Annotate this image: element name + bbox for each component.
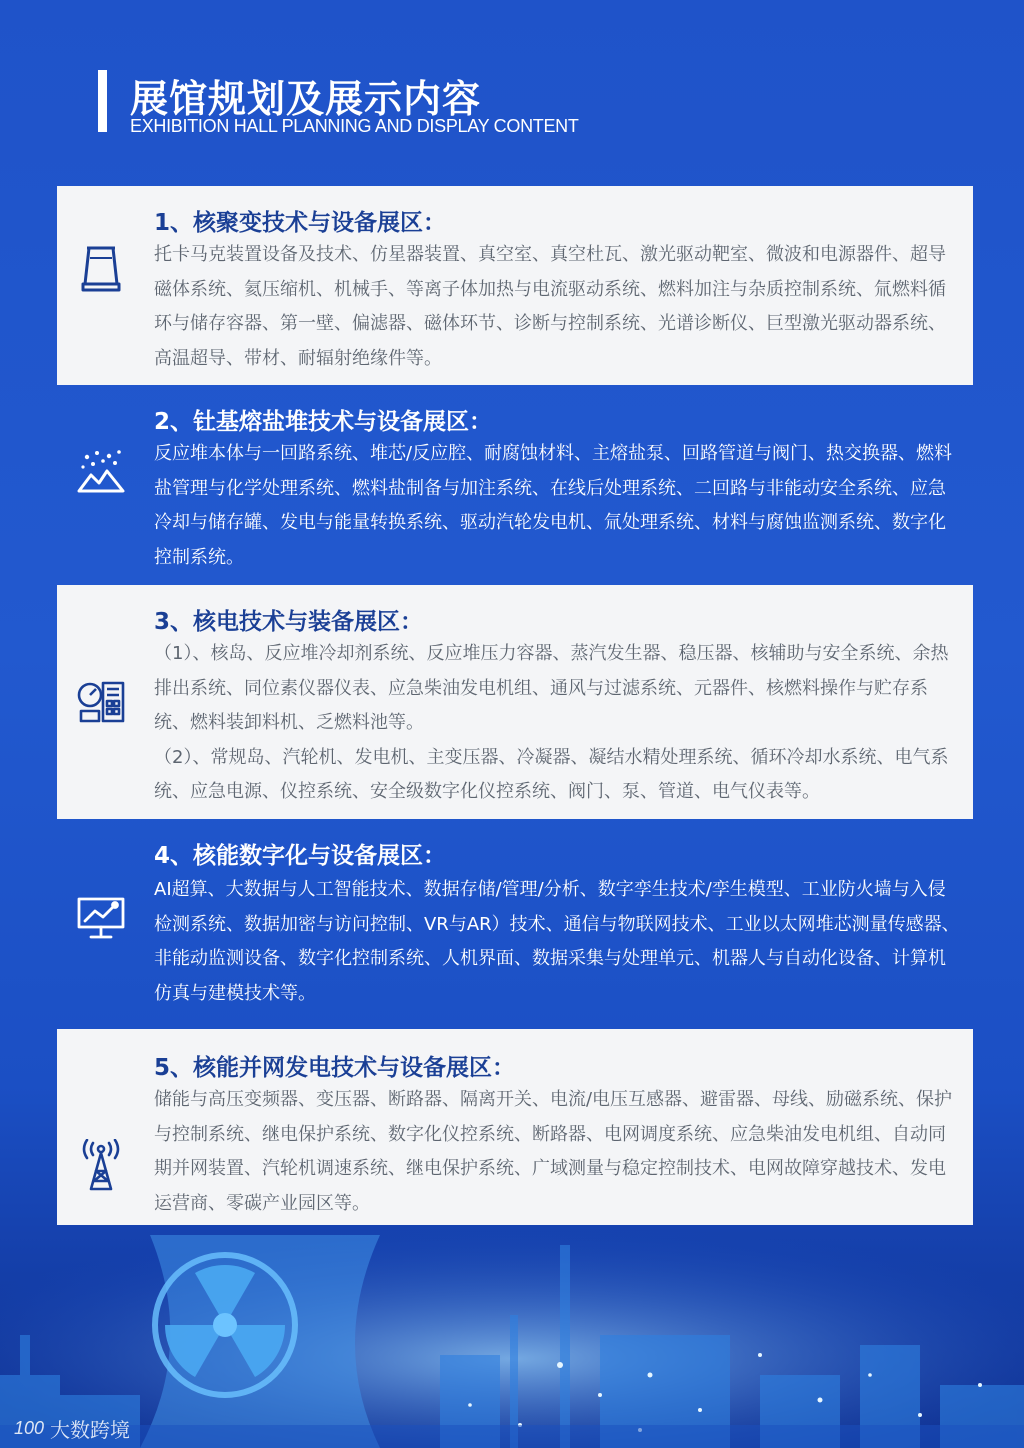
section-digitalization <box>57 819 973 1029</box>
page-subtitle: EXHIBITION HALL PLANNING AND DISPLAY CONTENT <box>130 116 579 136</box>
section-heading: 5、核能并网发电技术与设备展区： <box>154 1055 516 1081</box>
power-plant-illustration <box>0 1225 1024 1448</box>
section-thorium-msr <box>57 385 973 585</box>
page-title: 展馆规划及展示内容 <box>130 77 482 121</box>
section-paragraph: AI超算、大数据与人工智能技术、数据存储/管理/分析、数字孪生技术/孪生模型、工业防火墙与入侵检测系统、数据加密与访问控制、VR与AR）技术、通信与物联网技术、工业以太网堆芯测量传感器、非能动监测设备、数字化控制系统、人机界面、数据采集与处理单元、机器人与自动化设备、计算机仿真与建模技术等。 <box>154 879 960 1004</box>
section-paragraph: 储能与高压变频器、变压器、断路器、隔离开关、电流/电压互感器、避雷器、母线、励磁系统、保护与控制系统、继电保护系统、数字化仪控系统、断路器、电网调度系统、应急柴油发电机组、自动同期并网装置、汽轮机调速系统、继电保护系统、广域测量与稳定控制技术、电网故障穿越技术、发电运营商、零碳产业园区等。 <box>154 1089 953 1214</box>
monitor-chart-icon <box>75 891 127 943</box>
title-accent-bar <box>98 70 107 132</box>
bottom-illustration <box>0 1225 1024 1448</box>
section-body <box>154 637 960 810</box>
section-nuclear-power <box>57 585 973 819</box>
transmission-tower-icon <box>75 1139 127 1191</box>
molten-salt-pile-icon <box>75 447 127 499</box>
section-heading: 3、核电技术与装备展区： <box>154 609 424 635</box>
watermark-text: 大数跨境 <box>50 1418 131 1442</box>
watermark-logo: 100 <box>14 1418 45 1438</box>
section-heading: 1、核聚变技术与设备展区： <box>154 210 447 236</box>
section-heading: 2、钍基熔盐堆技术与设备展区： <box>154 409 493 435</box>
section-paragraph: （1）、核岛、反应堆冷却剂系统、反应堆压力容器、蒸汽发生器、稳压器、核辅助与安全系统、余热排出系统、同位素仪器仪表、应急柴油发电机组、通风与过滤系统、元器件、核燃料操作与贮存系统、燃料装卸料机、乏燃料池等。 <box>154 643 949 733</box>
section-grid-connection <box>57 1029 973 1225</box>
section-body <box>154 1083 960 1221</box>
watermark <box>14 1414 130 1443</box>
section-body <box>154 437 960 575</box>
reactor-vessel-icon <box>75 244 127 296</box>
section-paragraph: 反应堆本体与一回路系统、堆芯/反应腔、耐腐蚀材料、主熔盐泵、回路管道与阀门、热交换器、燃料盐管理与化学处理系统、燃料盐制备与加注系统、在线后处理系统、二回路与非能动安全系统、应急冷却与储存罐、发电与能量转换系统、驱动汽轮发电机、氚处理系统、材料与腐蚀监测系统、数字化控制系统。 <box>154 443 953 568</box>
section-fusion <box>57 186 973 385</box>
section-paragraph: 托卡马克装置设备及技术、仿星器装置、真空室、真空杜瓦、激光驱动靶室、微波和电源器件、超导磁体系统、氦压缩机、机械手、等离子体加热与电流驱动系统、燃料加注与杂质控制系统、氚燃料循环与储存容器、第一壁、偏滤器、磁体环节、诊断与控制系统、光谱诊断仪、巨型激光驱动器系统、高温超导、带材、耐辐射绝缘件等。 <box>154 244 946 369</box>
section-body <box>154 873 960 1011</box>
section-heading: 4、核能数字化与设备展区： <box>154 843 447 869</box>
section-body <box>154 238 960 376</box>
control-panel-icon <box>75 675 127 727</box>
section-paragraph: （2）、常规岛、汽轮机、发电机、主变压器、冷凝器、凝结水精处理系统、循环冷却水系统、电气系统、应急电源、仪控系统、安全级数字化仪控系统、阀门、泵、管道、电气仪表等。 <box>154 746 949 802</box>
